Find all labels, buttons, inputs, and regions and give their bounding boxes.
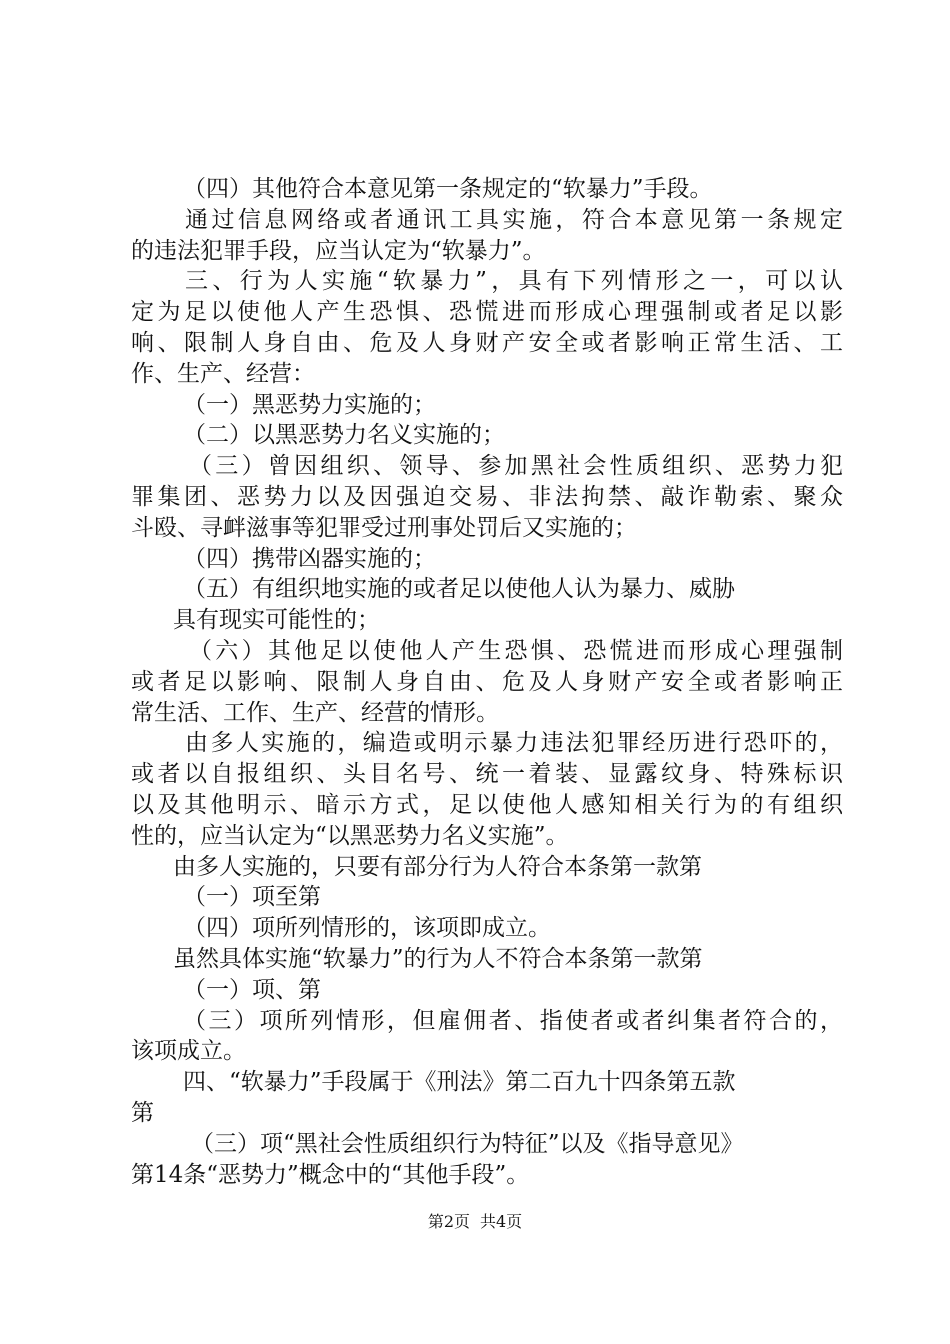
- paragraph-line: 通过信息网络或者通讯工具实施，符合本意见第一条规定: [185, 206, 843, 233]
- paragraph-line: 作、生产、经营：: [131, 360, 315, 387]
- paragraph-line: 定为足以使他人产生恐惧、恐慌进而形成心理强制或者足以影: [131, 299, 843, 326]
- paragraph-line: （五）有组织地实施的或者足以使他人认为暴力、威胁: [183, 576, 735, 603]
- paragraph-line: 斗殴、寻衅滋事等犯罪受过刑事处罚后又实施的；: [131, 514, 637, 541]
- paragraph-line: 由多人实施的，编造或明示暴力违法犯罪经历进行恐吓的，: [185, 730, 843, 757]
- paragraph-line: （三）项“黑社会性质组织行为特征”以及《指导意见》: [191, 1130, 744, 1157]
- paragraph-line: 具有现实可能性的；: [173, 607, 380, 634]
- paragraph-line: （三）项所列情形，但雇佣者、指使者或者纠集者符合的，: [183, 1007, 843, 1034]
- paragraph-line: 该项成立。: [131, 1038, 246, 1065]
- page-total: 共4页: [480, 1212, 523, 1231]
- paragraph-line: （三）曾因组织、领导、参加黑社会性质组织、恶势力犯: [189, 453, 843, 480]
- paragraph-line: 常生活、工作、生产、经营的情形。: [131, 699, 499, 726]
- paragraph-line: 以及其他明示、暗示方式，足以使他人感知相关行为的有组织: [131, 791, 843, 818]
- page-number: 第2页: [427, 1212, 470, 1231]
- paragraph-line: 四、“软暴力”手段属于《刑法》第二百九十四条第五款: [183, 1069, 736, 1096]
- paragraph-line: （一）项至第: [183, 884, 321, 911]
- paragraph-line: 虽然具体实施“软暴力”的行为人不符合本条第一款第: [173, 945, 703, 972]
- paragraph-line: （二）以黑恶势力名义实施的；: [183, 422, 505, 449]
- paragraph-line: （四）项所列情形的，该项即成立。: [183, 915, 551, 942]
- paragraph-line: 或者足以影响、限制人身自由、危及人身财产安全或者影响正: [131, 668, 843, 695]
- paragraph-line: 性的，应当认定为“以黑恶势力名义实施”。: [131, 822, 569, 849]
- paragraph-line: （四）其他符合本意见第一条规定的“软暴力”手段。: [183, 176, 713, 202]
- paragraph-line: 三、行为人实施“软暴力”，具有下列情形之一，可以认: [185, 268, 843, 295]
- paragraph-line: （六）其他足以使他人产生恐惧、恐慌进而形成心理强制: [189, 637, 843, 664]
- paragraph-line: 第: [131, 1099, 154, 1126]
- page-footer: [0, 1212, 950, 1232]
- paragraph-line: （一）项、第: [183, 976, 321, 1003]
- paragraph-line: 罪集团、恶势力以及因强迫交易、非法拘禁、敲诈勒索、聚众: [131, 483, 843, 510]
- paragraph-line: 的违法犯罪手段，应当认定为“软暴力”。: [131, 237, 546, 264]
- paragraph-line: （一）黑恶势力实施的；: [183, 391, 436, 418]
- paragraph-line: （四）携带凶器实施的；: [183, 545, 436, 572]
- paragraph-line: 或者以自报组织、头目名号、统一着装、显露纹身、特殊标识: [131, 761, 843, 788]
- document-body: [131, 174, 843, 1190]
- paragraph-line: 第14条“恶势力”概念中的“其他手段”。: [131, 1161, 530, 1188]
- paragraph-line: 由多人实施的，只要有部分行为人符合本条第一款第: [173, 853, 702, 880]
- paragraph-line: 响、限制人身自由、危及人身财产安全或者影响正常生活、工: [131, 329, 843, 356]
